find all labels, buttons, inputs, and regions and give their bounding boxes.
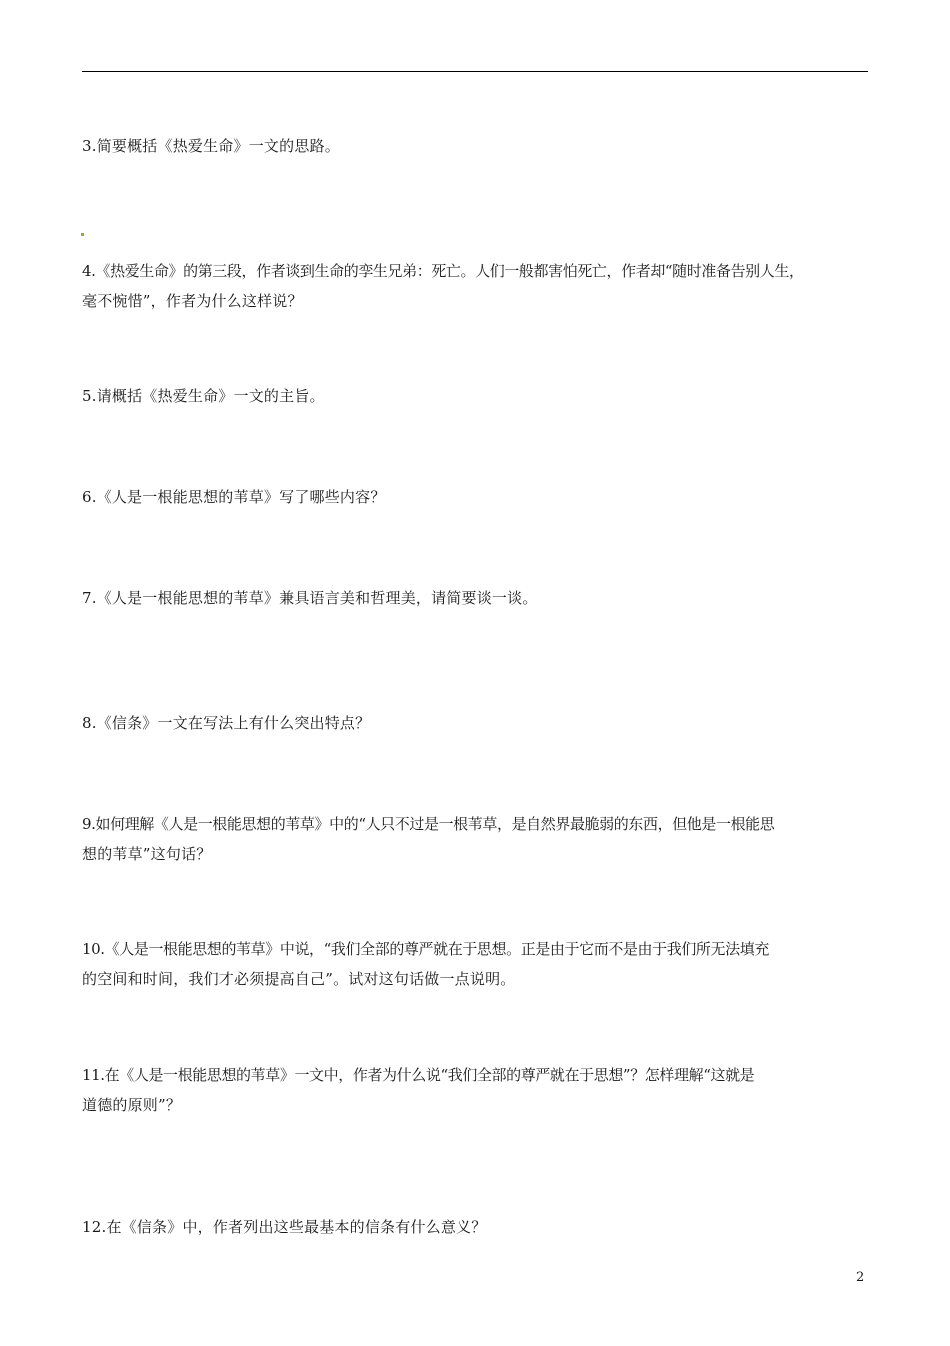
question-5: [82, 381, 872, 411]
question-4-line-1: 4.《热爱生命》的第三段，作者谈到生命的孪生兄弟：死亡。人们一般都害怕死亡，作者却“随时准备告别人生，: [82, 262, 804, 280]
question-10: [82, 934, 872, 994]
question-9-line-2: 想的苇草”这句话？: [82, 845, 212, 863]
question-11-line-1: 11.在《人是一根能思想的苇草》一文中，作者为什么说“我们全部的尊严就在于思想”？怎样理解“这就是: [82, 1066, 755, 1084]
question-11-line-2: 道德的原则”？: [82, 1096, 182, 1114]
question-5-line-1: 5.请概括《热爱生命》一文的主旨。: [82, 387, 325, 405]
question-12: [82, 1212, 872, 1242]
question-3-line-1: 3.简要概括《热爱生命》一文的思路。: [82, 137, 340, 155]
question-10-line-1: 10.《人是一根能思想的苇草》中说，“我们全部的尊严就在于思想。正是由于它而不是由于我们所无法填充: [82, 940, 769, 958]
question-10-line-2: 的空间和时间，我们才必须提高自己”。试对这句话做一点说明。: [82, 970, 516, 988]
question-8-line-1: 8.《信条》一文在写法上有什么突出特点？: [82, 714, 371, 732]
question-12-line-1: 12.在《信条》中，作者列出这些最基本的信条有什么意义？: [82, 1218, 487, 1236]
question-4-line-2: 毫不惋惜”，作者为什么这样说？: [82, 292, 303, 310]
question-3: [82, 131, 872, 161]
question-9: [82, 809, 872, 869]
header-rule: [82, 71, 868, 72]
stray-mark-dot: [81, 233, 84, 236]
question-4: [82, 256, 872, 316]
question-7-line-1: 7.《人是一根能思想的苇草》兼具语言美和哲理美，请简要谈一谈。: [82, 589, 538, 607]
question-7: [82, 583, 872, 613]
question-6: [82, 482, 872, 512]
page-number: 2: [856, 1270, 865, 1285]
question-8: [82, 708, 872, 738]
question-6-line-1: 6.《人是一根能思想的苇草》写了哪些内容？: [82, 488, 386, 506]
question-11: [82, 1060, 872, 1120]
question-9-line-1: 9.如何理解《人是一根能思想的苇草》中的“人只不过是一根苇草，是自然界最脆弱的东西，但他是一根能思: [82, 815, 775, 833]
